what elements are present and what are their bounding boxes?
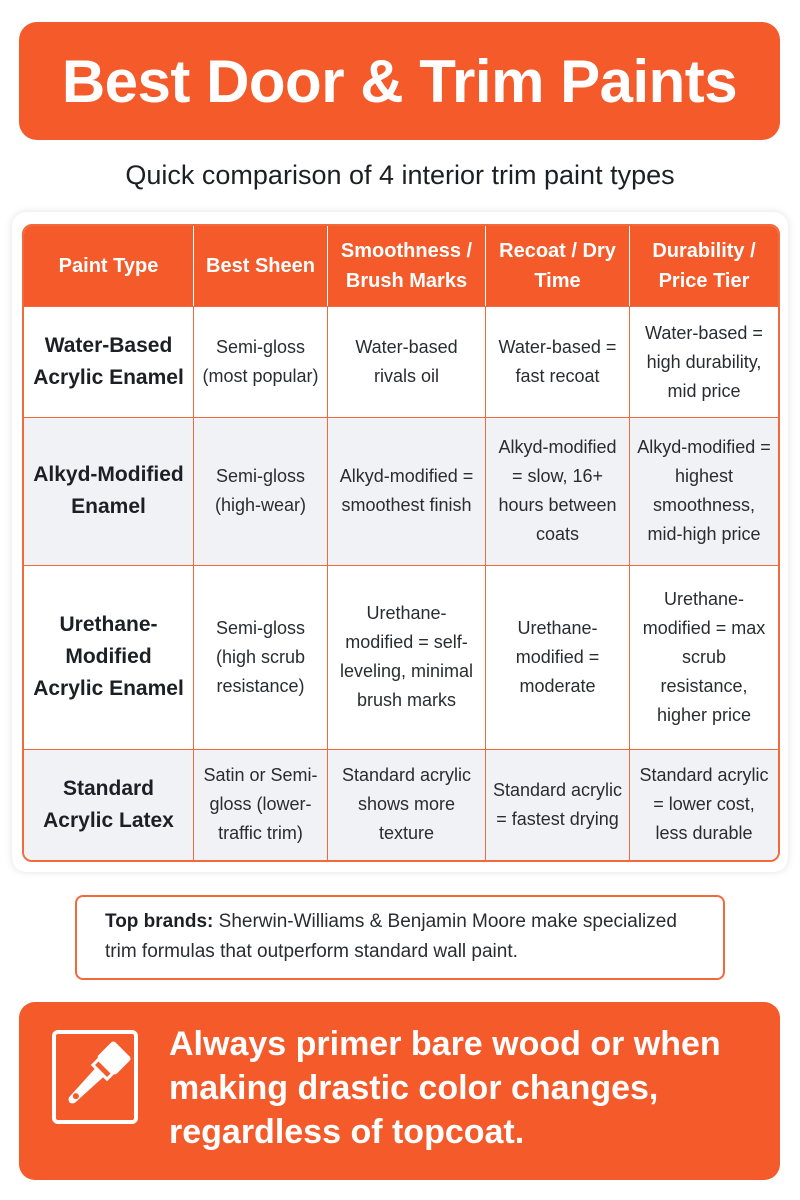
paint-type-cell: Standard Acrylic Latex <box>24 749 194 860</box>
page-subtitle: Quick comparison of 4 interior trim paint types <box>125 160 675 190</box>
paint-type-cell: Water-Based Acrylic Enamel <box>24 306 194 417</box>
recoat-cell: Standard acrylic = fastest drying <box>486 749 630 860</box>
recoat-cell: Water-based = fast recoat <box>486 306 630 417</box>
title-banner <box>19 22 780 140</box>
recoat-cell: Urethane-modified = moderate <box>486 565 630 749</box>
header-durability: Durability / Price Tier <box>630 226 778 306</box>
brands-note <box>75 895 725 980</box>
header-best-sheen: Best Sheen <box>194 226 328 306</box>
header-paint-type: Paint Type <box>24 226 194 306</box>
durability-cell: Standard acrylic = lower cost, less durable <box>630 749 778 860</box>
durability-cell: Water-based = high durability, mid price <box>630 306 778 417</box>
header-recoat: Recoat / Dry Time <box>486 226 630 306</box>
table-row <box>24 749 778 860</box>
comparison-table <box>22 224 780 862</box>
table-row <box>24 417 778 565</box>
smoothness-cell: Water-based rivals oil <box>328 306 486 417</box>
smoothness-cell: Standard acrylic shows more texture <box>328 749 486 860</box>
brands-text: Sherwin-Williams & Benjamin Moore make specialized trim formulas that outperform standard wall paint. <box>105 911 677 962</box>
sheen-cell: Semi-gloss (most popular) <box>194 306 328 417</box>
table-row <box>24 306 778 417</box>
paintbrush-icon <box>52 1030 138 1124</box>
paint-type-cell: Urethane-Modified Acrylic Enamel <box>24 565 194 749</box>
sheen-cell: Semi-gloss (high-wear) <box>194 417 328 565</box>
paintbrush-icon-graphic <box>56 1034 134 1120</box>
sheen-cell: Semi-gloss (high scrub resistance) <box>194 565 328 749</box>
tip-text: Always primer bare wood or when making drastic color changes, regardless of topcoat. <box>169 1025 721 1151</box>
table-row <box>24 565 778 749</box>
tip-banner <box>19 1002 780 1180</box>
durability-cell: Alkyd-modified = highest smoothness, mid-high price <box>630 417 778 565</box>
durability-cell: Urethane-modified = max scrub resistance, higher price <box>630 565 778 749</box>
smoothness-cell: Alkyd-modified = smoothest finish <box>328 417 486 565</box>
header-smoothness: Smoothness / Brush Marks <box>328 226 486 306</box>
page-title: Best Door & Trim Paints <box>61 47 738 115</box>
sheen-cell: Satin or Semi-gloss (lower-traffic trim) <box>194 749 328 860</box>
brands-label: Top brands: <box>105 911 214 932</box>
recoat-cell: Alkyd-modified = slow, 16+ hours between coats <box>486 417 630 565</box>
paint-type-cell: Alkyd-Modified Enamel <box>24 417 194 565</box>
table-header-row <box>24 226 778 306</box>
smoothness-cell: Urethane-modified = self-leveling, minimal brush marks <box>328 565 486 749</box>
